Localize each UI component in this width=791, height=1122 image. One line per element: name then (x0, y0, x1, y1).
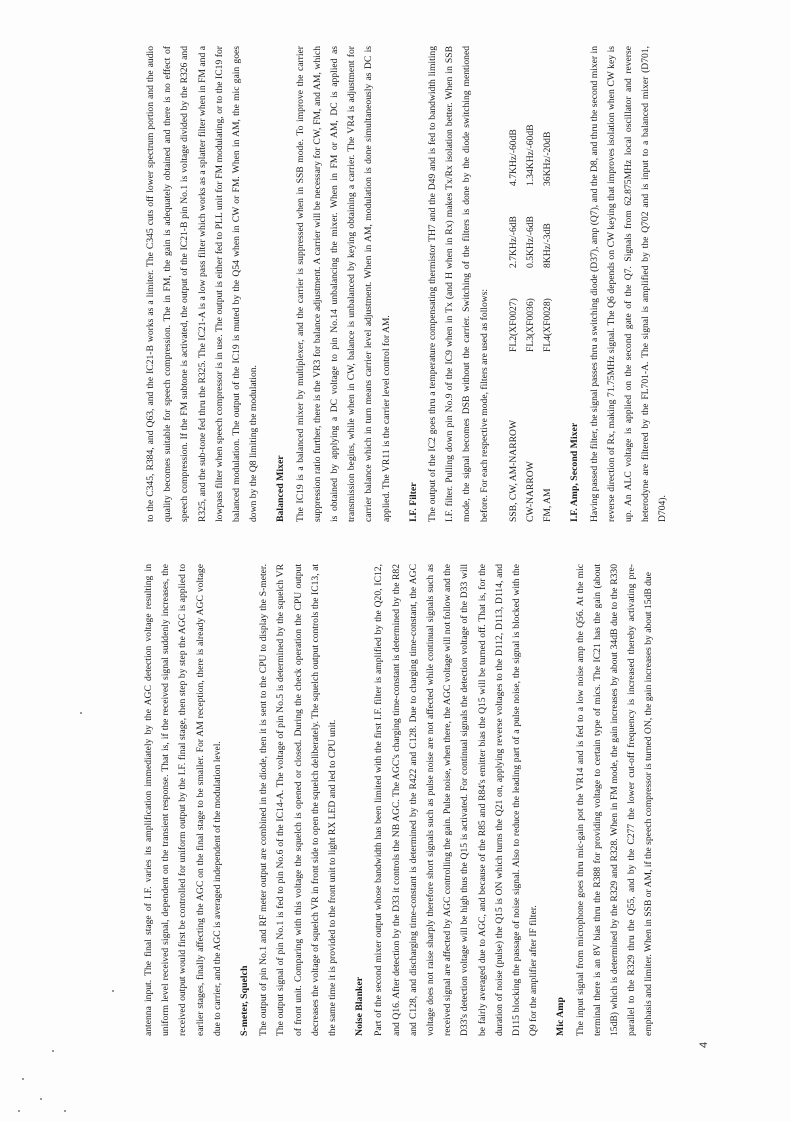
if-amp-second-mixer-paragraph: Having passed the filter, the signal passes thru a switching diode (D37), amp (Q7), and the D8, and thru the second mixer in reverse direction of Rx, making 71.75MHz signal. The Q6 depends on CW keying that improves isolation when CW key is up. An ALC voltage is applied on the second gate of the Q7. Signals from 62.875MHz local oscillator and reverse heterodyne are filtered by the FL701-A. The signal is amplified by the Q702 and is input to a balanced mixer (D701, D704). (588, 46, 669, 522)
filter-mode-cell: CW-NARROW (525, 461, 537, 522)
filter-part-cell: FL3(XF0036) (525, 298, 537, 352)
smeter-squelch-paragraph: The output of pin No.1 and RF meter output are combined in the diode, then it is sent to the CPU to display the S-meter. The output signal of pin No.1 is fed to pin No.6 of the IC14-A. The voltage of pin No.5 is determined by the squelch VR of front unit. Comparing with this voltage the squelch is opened or closed. During the check operation the CPU output decreases the voltage of squelch VR in front side to open the squelch deliberately. The squelch output controls the IC13, at the same time it is provided to the front unit to light RX LED and led to CPU unit. (258, 564, 339, 1036)
scan-speck (22, 1078, 24, 1080)
left-column (140, 564, 658, 1036)
scan-speck (40, 1098, 42, 1100)
noise-blanker-paragraph: Part of the second mixer output whose bandwidth has been limited with the first I.F. filter is amplified by the Q20, IC12, and Q16. After detection by the D33 it controls the NB AGC. The AGC's charging time-constant is determined by the R82 and C128, and discharging time-constant is determined by the R422 and C128. Due to charging time-constant, the AGC voltage does not raise sharply therefore short signals such as pulse noise are not affected while continual signals such as received signal are affected by AGC controlling the gain. Pulse noise, when there, the AGC voltage will not follow and the D33's detection voltage will be high thus the Q15 is activated. For continual signals the detection voltage of the D33 will be fairly averaged due to AGC, and because of the R85 and R84's emitter bias the Q15 will be turned off. That is, for the duration of noise (pulse) the Q15 is ON which turns the Q21 on, applying reverse voltages to the D112, D113, D114, and D115 blocking the passage of noise signal. Also to reduce the leading part of a pulse noise, the signal is blocked with the Q9 for the amplifier after IF filter. (373, 564, 540, 1036)
page-number: 4 (698, 1041, 710, 1048)
filter-spec1-cell: 0.5KHz/-6dB (525, 216, 537, 268)
filter-spec2-cell: 1.34KHz/-60dB (525, 124, 537, 186)
scan-speck (18, 1110, 20, 1112)
scan-speck (52, 1050, 54, 1052)
table-row (505, 124, 522, 522)
balanced-mixer-heading: Balanced Mixer (275, 455, 287, 522)
scan-speck (64, 1110, 66, 1112)
filter-part-cell: FL2(XF0027) (507, 298, 519, 352)
smeter-squelch-heading: S-meter, Squelch (239, 965, 251, 1036)
filter-spec1-cell: 2.7KHz/-6dB (507, 216, 519, 268)
filter-mode-cell: FM, AM (542, 488, 554, 522)
filter-table (505, 124, 557, 522)
agc-continuation-paragraph: antenna input. The final stage of I.F. varies its amplification immediately by the AGC detection voltage resulting in uniform level received signal, dependent on the transient response. That is, if the received signal suddenly increases, the received output would first be controlled for uniform output by the I.F. final stage, then step by step the AGC is applied to earlier stages, finally affecting the AGC on the final stage to be smaller. For AM reception, there is already AGC voltage due to carrier, and the AGC is averaged independent of the modulation level. (143, 564, 223, 1036)
table-row (522, 124, 539, 522)
filter-spec1-cell: 8KHz/-3dB (542, 223, 554, 268)
if-amp-second-mixer-heading: I.F. Amp, Second Mixer (569, 422, 581, 522)
noise-blanker-heading: Noise Blanker (354, 976, 366, 1036)
scan-speck (112, 990, 114, 992)
if-filter-heading: I.F. Filter (407, 482, 419, 522)
mic-amp-paragraph: The input signal from microphone goes thru mic-gain pot the VR14 and is fed to a low noise amp the Q56. At the mic terminal there is an 8V bias thru the R388 for providing voltage to certain type of mics. The IC21 has the gain (about 15dB) which is determined by the R329 and R328. When in FM mode, the gain increases by about 34dB due to the R330 parallel to the R329 thru the Q55, and by the C277 the lower cut-off frequency is increased thereby activating pre-emphasis and limiter. When in SSB or AM, if the speech compressor is turned ON, the gain increases by about 15dB due (574, 564, 655, 1036)
mic-amp-continuation-paragraph: to the C345, R384, and Q63, and the IC21-B works as a limiter. The C345 cuts off lower spectrum portion and the audio quality becomes suitable for speech compression. The in FM, the gain is adequately obtained and there is no effect of speech compression. If the FM subtone is activated, the output of the IC21-B pin No.1 is voltage divided by the R326 and R325, and the sub-tone fed thru the R325. The IC21-A is a low pass filter which works as a splatter filter when in FM and a lowpass filter when speech compressor is in use. The output is either fed to PLL unit for FM modulating, or to the IC19 for balanced modulation. The output of the IC19 is muted by the Q54 when in CW or FM. When in AM, the mic gain goes down by the Q8 limiting the modulation. (145, 46, 260, 522)
mic-amp-heading: Mic Amp (555, 997, 567, 1036)
right-column (142, 46, 672, 522)
if-filter-paragraph: The output of the IC2 goes thru a temperature compensating thermistor TH7 and the D49 and is fed to bandwidth limiting I.F. filter. Pulling down pin No.9 of the IC9 when in Tx (and H when in Rx) makes Tx/Rx isolation better. When in SSB mode, the signal becomes DSB without the carrier. Switching of the filters is done by the diode switching mentioned before. For each respective mode, filters are used as follows: (427, 46, 490, 522)
filter-spec2-cell: 36KHz/-20dB (542, 131, 554, 186)
table-row (539, 124, 556, 522)
balanced-mixer-paragraph: The IC19 is a balanced mixer by multiplexer, and the carrier is suppressed when in SSB mode. To improve the carrier suppression ratio further, there is the VR3 for balance adjustment. A carrier will be necessary for CW, FM, and AM, which is obtained by applying a DC voltage to pin No.14 unbalancing the mixer. When in FM or AM, DC is applied as transmission begins, while when in CW, balance is unbalanced by keying obtaining a carrier. The VR4 is adjustment for carrier balance which in turn means carrier level adjustment. When in AM, modulation is done simultaneously as DC is applied. The VR11 is the carrier level control for AM. (294, 46, 392, 522)
filter-spec2-cell: 4.7KHz/-60dB (507, 129, 519, 186)
scan-speck (80, 712, 82, 714)
filter-part-cell: FL4(XF0028) (542, 298, 554, 352)
filter-mode-cell: SSB, CW, AM-NARROW (507, 420, 519, 522)
